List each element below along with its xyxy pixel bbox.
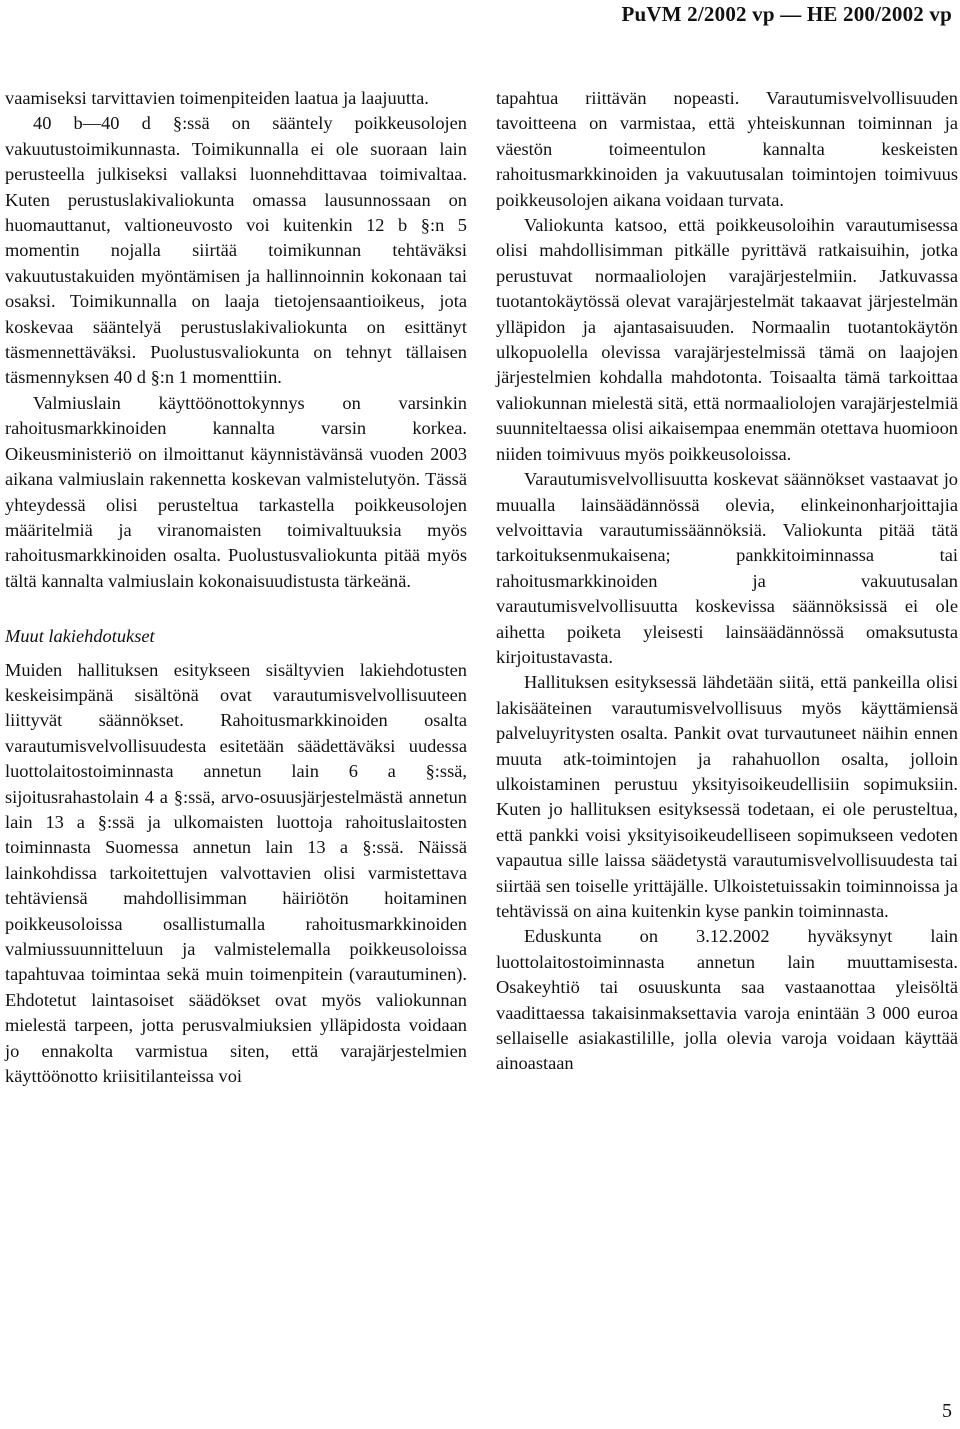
paragraph: Valmiuslain käyttöönottokynnys on varsinkin rahoitusmarkkinoiden kannalta varsin korkea. Oikeusministeriö on ilmoittanut käynnistävänsä vuoden 2003 aikana valmiuslain rakennetta koskevan valmistelutyön. Tässä yhteydessä olisi perusteltua tarkastella poikkeusolojen määritelmiä ja viranomaisten toimivaltuuksia myös rahoitusmarkkinoiden osalta. Puolustusvaliokunta pitää myös tältä kannalta valmiuslain kokonaisuudistusta tärkeänä.: [5, 392, 467, 591]
paragraph: tapahtua riittävän nopeasti. Varautumisvelvollisuuden tavoitteena on varmistaa, että yhteiskunnan toiminnan ja väestön toimeentulon kannalta keskeisten rahoitusmarkkinoiden ja vakuutusalan toimintojen toimivuus poikkeusolojen aikana voidaan turvata.: [496, 88, 958, 210]
left-column: [5, 86, 467, 1089]
section-heading: Muut lakiehdotukset: [5, 626, 155, 647]
paragraph: Valiokunta katsoo, että poikkeusoloihin varautumisessa olisi mahdollisimman pitkälle pyrittävä ratkaisuihin, jotka perustuvat normaaliolojen varajärjestelmiin. Jatkuvassa tuotantokäytössä olevat varajärjestelmät takaavat järjestelmän ylläpidon ja ajantasaisuuden. Normaalin tuotantokäytön ulkopuolella olevissa varajärjestelmissä tämä on laajojen järjestelmien kohdalla mahdotonta. Toisaalta tämä tarkoittaa valiokunnan mielestä sitä, että normaaliolojen varajärjestelmiä suunniteltaessa olisi aikaisempaa enemmän otettava huomioon niiden toimivuus myös poikkeusoloissa.: [496, 215, 958, 464]
paragraph: Varautumisvelvollisuutta koskevat säännökset vastaavat jo muualla lainsäädännössä olevia, elinkeinonharjoittajia velvoittavia varautumissäännöksiä. Valiokunta pitää tätä tarkoituksenmukaisena; pankkitoiminnassa tai rahoitusmarkkinoiden ja vakuutusalan varautumisvelvollisuutta koskevissa säännöksissä ei ole aihetta poiketa yleisesti lainsäädännössä omaksutusta kirjoitustavasta.: [496, 469, 958, 667]
paragraph: Eduskunta on 3.12.2002 hyväksynyt lain luottolaitostoiminnasta annetun lain muuttamisesta. Osakeyhtiö tai osuuskunta saa vastaanottaa yleisöltä vaadittaessa takaisinmaksettavia varoja enintään 3 000 euroa sellaiselle asiakastilille, jolla olevia varoja voidaan käyttää ainoastaan: [496, 926, 958, 1074]
paragraph: 40 b—40 d §:ssä on sääntely poikkeusolojen vakuutustoimikunnasta. Toimikunnalla ei ole suoraan lain perusteella julkiseksi vallaksi luonnehdittavaa toimivaltaa. Kuten perustuslakivaliokunta omassa lausunnossaan on huomauttanut, valtioneuvosto voi kuitenkin 12 b §:n 5 momentin nojalla siirtää toimikunnan tehtäväksi vakuutustakuiden myöntämisen ja hallinnoinnin kokonaan tai osaksi. Toimikunnalla on laaja tietojensaantioikeus, jota koskevaa sääntelyä perustuslakivaliokunta on esittänyt täsmennettäväksi. Puolustusvaliokunta on tehnyt tällaisen täsmennyksen 40 d §:n 1 momenttiin.: [5, 113, 467, 388]
document-header: PuVM 2/2002 vp — HE 200/2002 vp: [621, 2, 952, 26]
page-number: 5: [942, 1400, 952, 1422]
right-column: [496, 86, 958, 1077]
paragraph: Muiden hallituksen esitykseen sisältyvien lakiehdotusten keskeisimpänä sisältönä ovat varautumisvelvollisuuteen liittyvät säännökset. Rahoitusmarkkinoiden osalta varautumisvelvollisuudesta esitetään säädettäväksi uudessa luottolaitostoiminnasta annetun lain 6 a §:ssä, sijoitusrahastolain 4 a §:ssä, arvo-osuusjärjestelmästä annetun lain 13 a §:ssä ja ulkomaisten luottoja rahoituslaitosten toiminnasta Suomessa annetun lain 13 a §:ssä. Näissä lainkohdissa tarkoitettujen valvottavien olisi varmistettava tehtäviensä mahdollisimman häiriötön hoitaminen poikkeusoloissa osallistumalla rahoitusmarkkinoiden valmiussuunnitteluun ja valmistelemalla poikkeusoloissa tapahtuvaa toimintaa sekä muin toimenpitein (varautuminen). Ehdotetut laintasoiset säädökset ovat myös valiokunnan mielestä tarpeen, jotta perusvalmiuksien ylläpidosta voidaan jo ennakolta varmistua siten, että varajärjestelmien käyttöönotto kriisitilanteissa voi: [5, 659, 467, 1087]
paragraph: vaamiseksi tarvittavien toimenpiteiden laatua ja laajuutta.: [5, 88, 429, 108]
paragraph: Hallituksen esityksessä lähdetään siitä, että pankeilla olisi lakisääteinen varautumisvelvollisuus myös käyttämiensä palveluyritysten osalta. Pankit ovat turvautuneet näihin ennen muuta atk-toimintojen ja rahahuollon osalta, jolloin ulkoistaminen perustuu yksityisoikeudellisiin sopimuksiin. Kuten jo hallituksen esityksessä todetaan, ei ole perusteltua, että pankki voisi yksityisoikeudelliseen sopimukseen vedoten vapautua sille laissa säädetystä varautumisvelvollisuudesta tai siirtää sen toiselle yrittäjälle. Ulkoistetuissakin toiminnoissa ja tehtävissä on aina kuitenkin kyse pankin toiminnasta.: [496, 672, 958, 921]
